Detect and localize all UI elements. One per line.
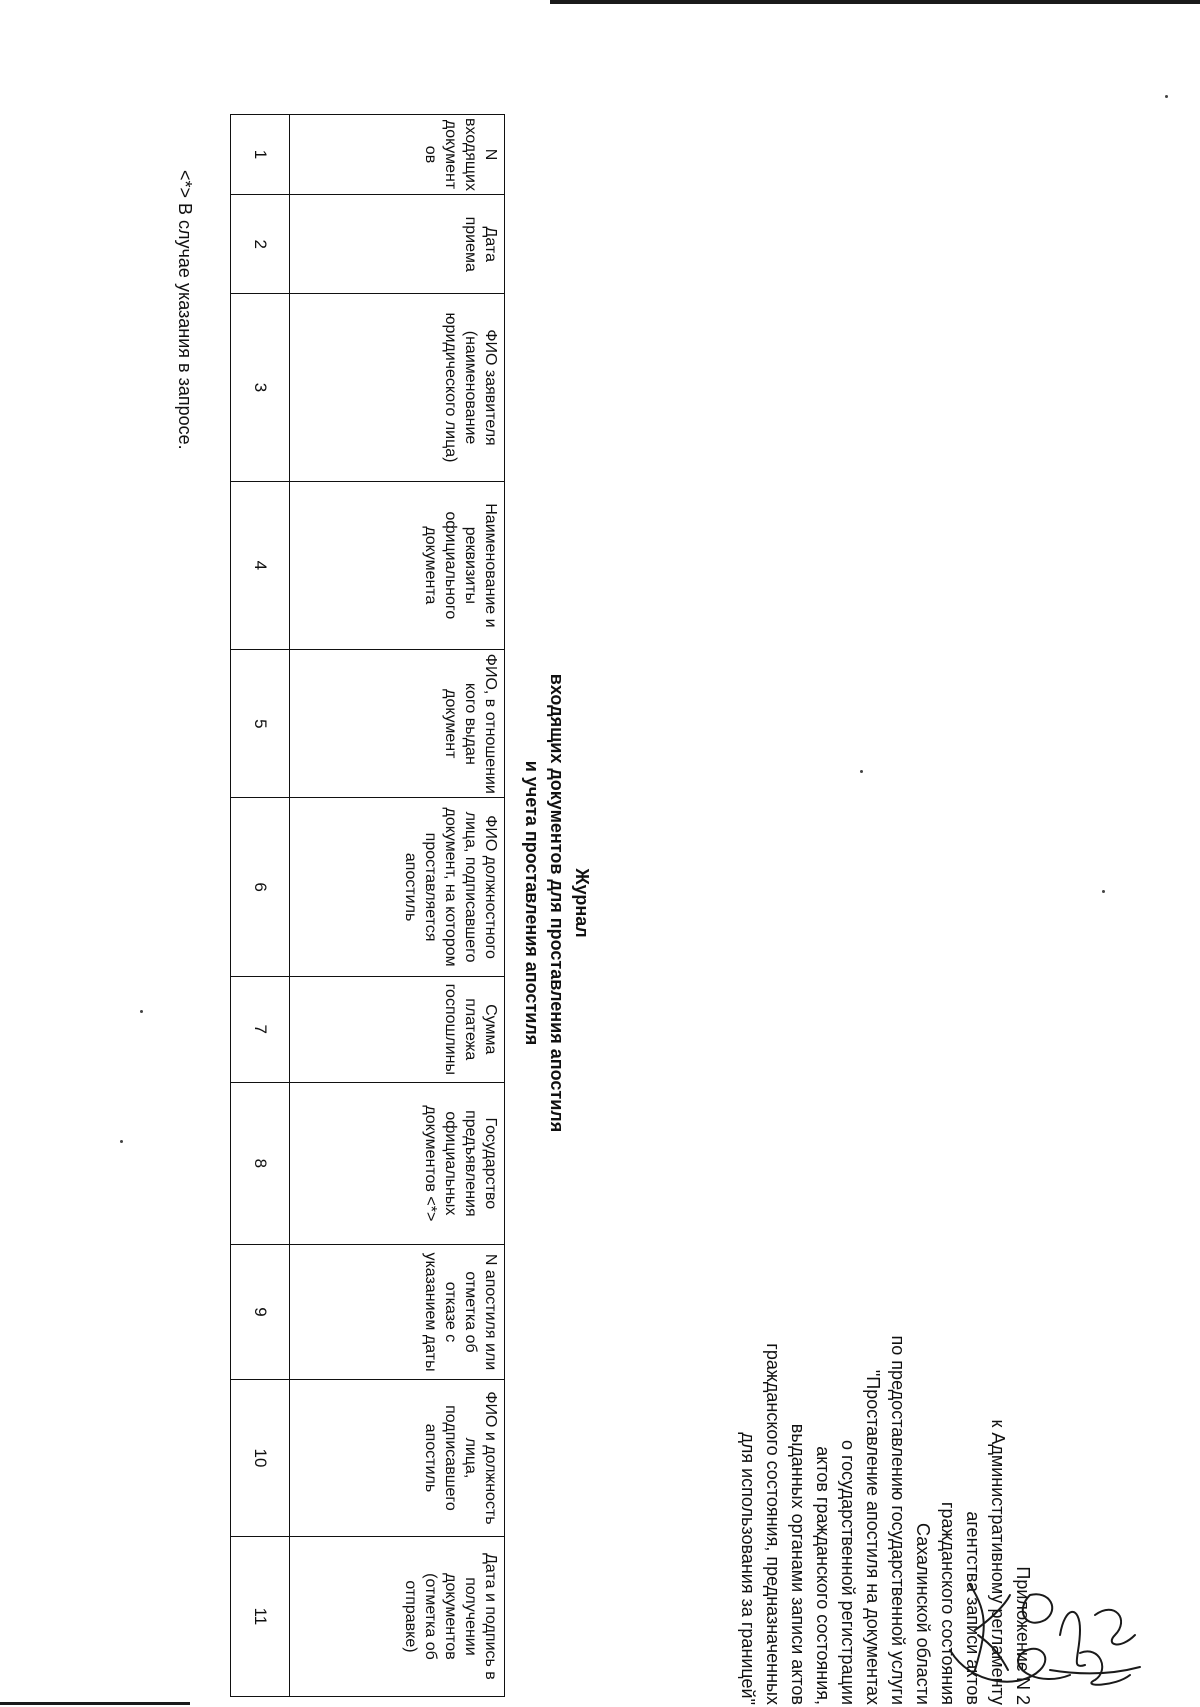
handwritten-signature	[930, 1575, 1160, 1695]
scan-speck	[140, 1010, 143, 1013]
appendix-line: для использования за границей"	[738, 1432, 758, 1705]
header-cell: Наименование и реквизиты официального документа	[290, 481, 505, 650]
column-number: 9	[231, 1244, 290, 1379]
column-number: 1	[231, 115, 290, 195]
journal-title	[519, 598, 594, 1208]
header-cell: N апостиля или отметка об отказе с указанием даты	[290, 1244, 505, 1379]
column-number: 3	[231, 294, 290, 481]
scan-edge-bottom	[0, 1702, 190, 1705]
appendix-line: Приложение N 2	[1013, 1566, 1033, 1705]
appendix-line: к Административному регламенту	[988, 1419, 1008, 1705]
scan-speck	[1102, 890, 1105, 893]
header-cell: Государство предъявления официальных документов <*>	[290, 1082, 505, 1244]
column-number: 10	[231, 1380, 290, 1537]
column-number: 8	[231, 1082, 290, 1244]
column-number: 11	[231, 1536, 290, 1696]
appendix-line: по предоставлению государственной услуги	[888, 1335, 908, 1705]
journal-table	[230, 114, 505, 1697]
table-header-row	[290, 115, 505, 1697]
appendix-line: актов гражданского состояния,	[813, 1446, 833, 1705]
scan-edge-top	[550, 0, 1200, 4]
footnote: <*> В случае указания в запросе.	[175, 170, 195, 450]
title-line-3: и учета проставления апостиля	[522, 760, 542, 1046]
column-number: 6	[231, 798, 290, 976]
title-line-2: входящих документов для проставления апостиля	[547, 673, 567, 1133]
column-number: 2	[231, 195, 290, 294]
header-cell: ФИО и должность лица, подписавшего апостиль	[290, 1380, 505, 1537]
header-cell: Дата и подпись в получении документов (отметка об отправке)	[290, 1536, 505, 1696]
appendix-line: гражданского состояния, предназначенных	[763, 1343, 783, 1705]
appendix-line: выданных органами записи актов	[788, 1423, 808, 1705]
scan-speck	[120, 1140, 123, 1143]
header-cell: ФИО, в отношении кого выдан документ	[290, 650, 505, 798]
appendix-line: о государственной регистрации	[838, 1439, 858, 1705]
column-number: 4	[231, 481, 290, 650]
header-cell: ФИО заявителя (наименование юридического лица)	[290, 294, 505, 481]
appendix-line: Сахалинской области	[913, 1523, 933, 1705]
header-cell: N входящих документов	[290, 115, 505, 195]
scan-speck	[1165, 95, 1168, 98]
column-number: 7	[231, 976, 290, 1082]
appendix-line: "Проставление апостиля на документах	[863, 1369, 883, 1705]
appendix-line: агентства записи актов	[963, 1511, 983, 1705]
column-number: 5	[231, 650, 290, 798]
header-cell: ФИО должностного лица, подписавшего документ, на котором проставляется апостиль	[290, 798, 505, 976]
header-cell: Сумма платежа госпошлины	[290, 976, 505, 1082]
title-line-1: Журнал	[572, 868, 592, 938]
appendix-line: гражданского состояния	[938, 1501, 958, 1705]
scan-speck	[860, 770, 863, 773]
table-number-row	[231, 115, 290, 1697]
header-cell: Дата приема	[290, 195, 505, 294]
